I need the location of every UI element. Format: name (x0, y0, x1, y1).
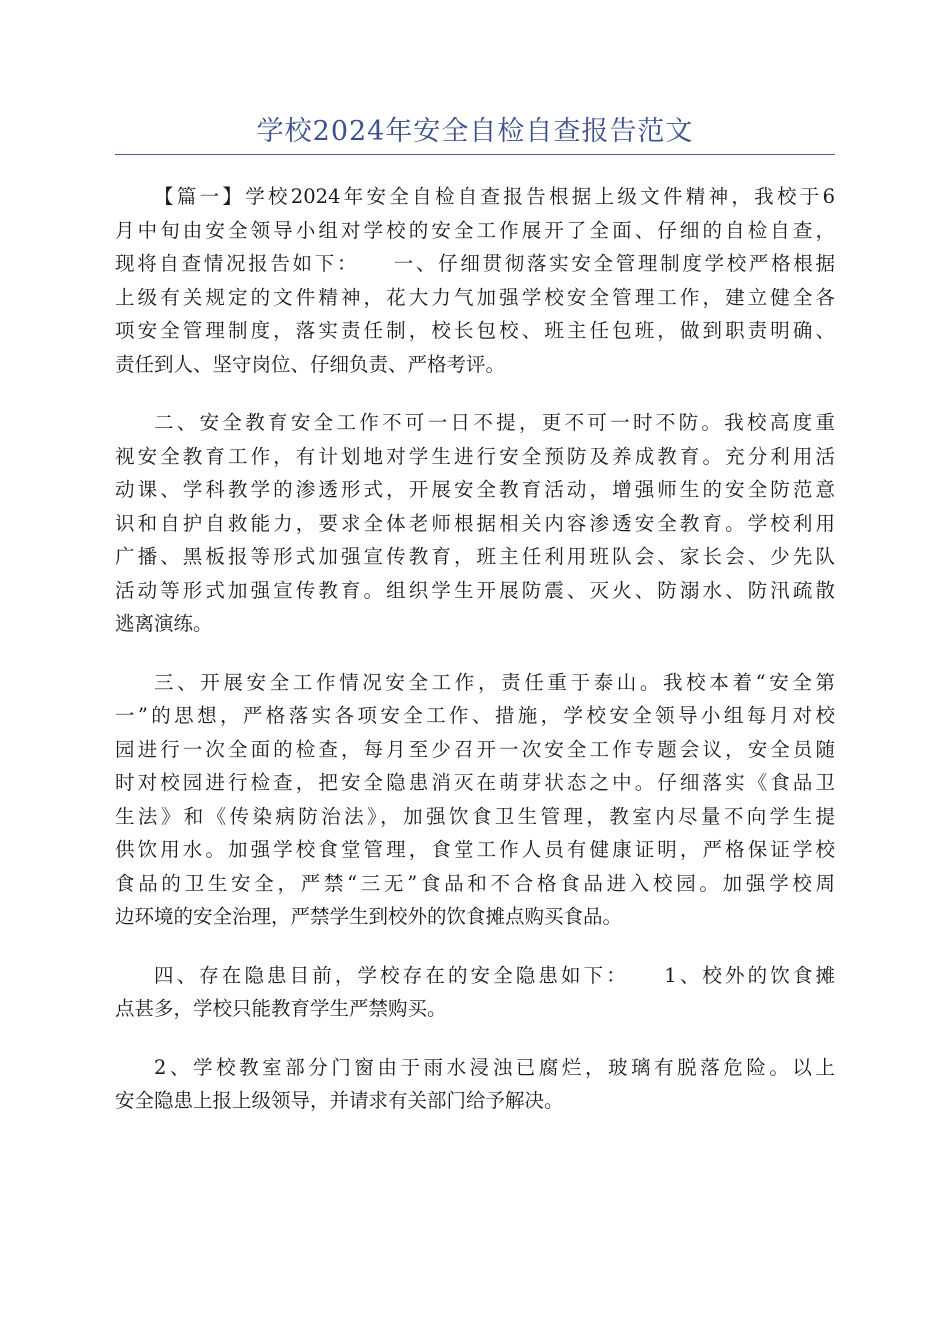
paragraph-1 (115, 180, 835, 381)
paragraph-line: 责任到人、坚守岗位、仔细负责、严格考评。 (115, 352, 506, 376)
paragraph-line: 三、开展安全工作情况安全工作，责任重于泰山。我校本着“安全第 (154, 670, 835, 694)
paragraph-line: 供饮用水。加强学校食堂管理，食堂工作人员有健康证明，严格保证学校 (115, 838, 835, 861)
paragraph-line: 现将自查情况报告如下： 一、仔细贯彻落实安全管理制度学校严格根据 (115, 252, 835, 275)
paragraph-line: 2、学校教室部分门窗由于雨水浸浊已腐烂，玻璃有脱落危险。以上 (154, 1055, 835, 1079)
paragraph-5 (115, 1051, 835, 1118)
paragraph-line: 点甚多，学校只能教育学生严禁购买。 (115, 997, 447, 1020)
paragraph-line: 一”的思想，严格落实各项安全工作、措施，学校安全领导小组每月对校 (115, 704, 835, 727)
document-title: 学校2024年安全自检自查报告范文 (256, 116, 694, 147)
paragraph-line: 识和自护自救能力，要求全体老师根据相关内容渗透安全教育。学校利用 (115, 511, 835, 535)
paragraph-line: 生法》和《传染病防治法》，加强饮食卫生管理，教室内尽量不向学生提 (115, 804, 835, 828)
paragraph-line: 【篇一】学校2024年安全自检自查报告根据上级文件精神，我校于6 (154, 185, 835, 208)
paragraph-line: 食品的卫生安全，严禁“三无”食品和不合格食品进入校园。加强学校周 (115, 871, 835, 895)
paragraph-line: 项安全管理制度，落实责任制，校长包校、班主任包班，做到职责明确、 (115, 319, 835, 342)
paragraph-line: 上级有关规定的文件精神，花大力气加强学校安全管理工作，建立健全各 (115, 285, 835, 309)
paragraph-line: 动课、学科教学的渗透形式，开展安全教育活动，增强师生的安全防范意 (115, 478, 835, 501)
paragraph-line: 边环境的安全治理，严禁学生到校外的饮食摊点购买食品。 (115, 905, 623, 928)
paragraph-line: 四、存在隐患目前，学校存在的安全隐患如下： 1、校外的饮食摊 (154, 963, 835, 987)
paragraph-2 (115, 406, 835, 641)
paragraph-line: 园进行一次全面的检查，每月至少召开一次安全工作专题会议，安全员随 (115, 737, 835, 761)
paragraph-line: 月中旬由安全领导小组对学校的安全工作展开了全面、仔细的自检自查， (115, 218, 835, 242)
title-underline (115, 154, 835, 155)
paragraph-line: 逃离演练。 (115, 612, 213, 635)
paragraph-line: 活动等形式加强宣传教育。组织学生开展防震、灭火、防溺水、防汛疏散 (115, 578, 835, 602)
paragraph-line: 二、安全教育安全工作不可一日不提，更不可一时不防。我校高度重 (154, 411, 835, 434)
paragraph-line: 安全隐患上报上级领导，并请求有关部门给予解决。 (115, 1089, 564, 1112)
paragraph-4 (115, 959, 835, 1026)
paragraph-line: 视安全教育工作，有计划地对学生进行安全预防及养成教育。充分利用活 (115, 444, 835, 468)
paragraph-line: 广播、黑板报等形式加强宣传教育，班主任利用班队会、家长会、少先队 (115, 545, 835, 568)
document-body (115, 180, 835, 1143)
paragraph-line: 时对校园进行检查，把安全隐患消灭在萌芽状态之中。仔细落实《食品卫 (115, 771, 835, 794)
paragraph-3 (115, 666, 835, 934)
